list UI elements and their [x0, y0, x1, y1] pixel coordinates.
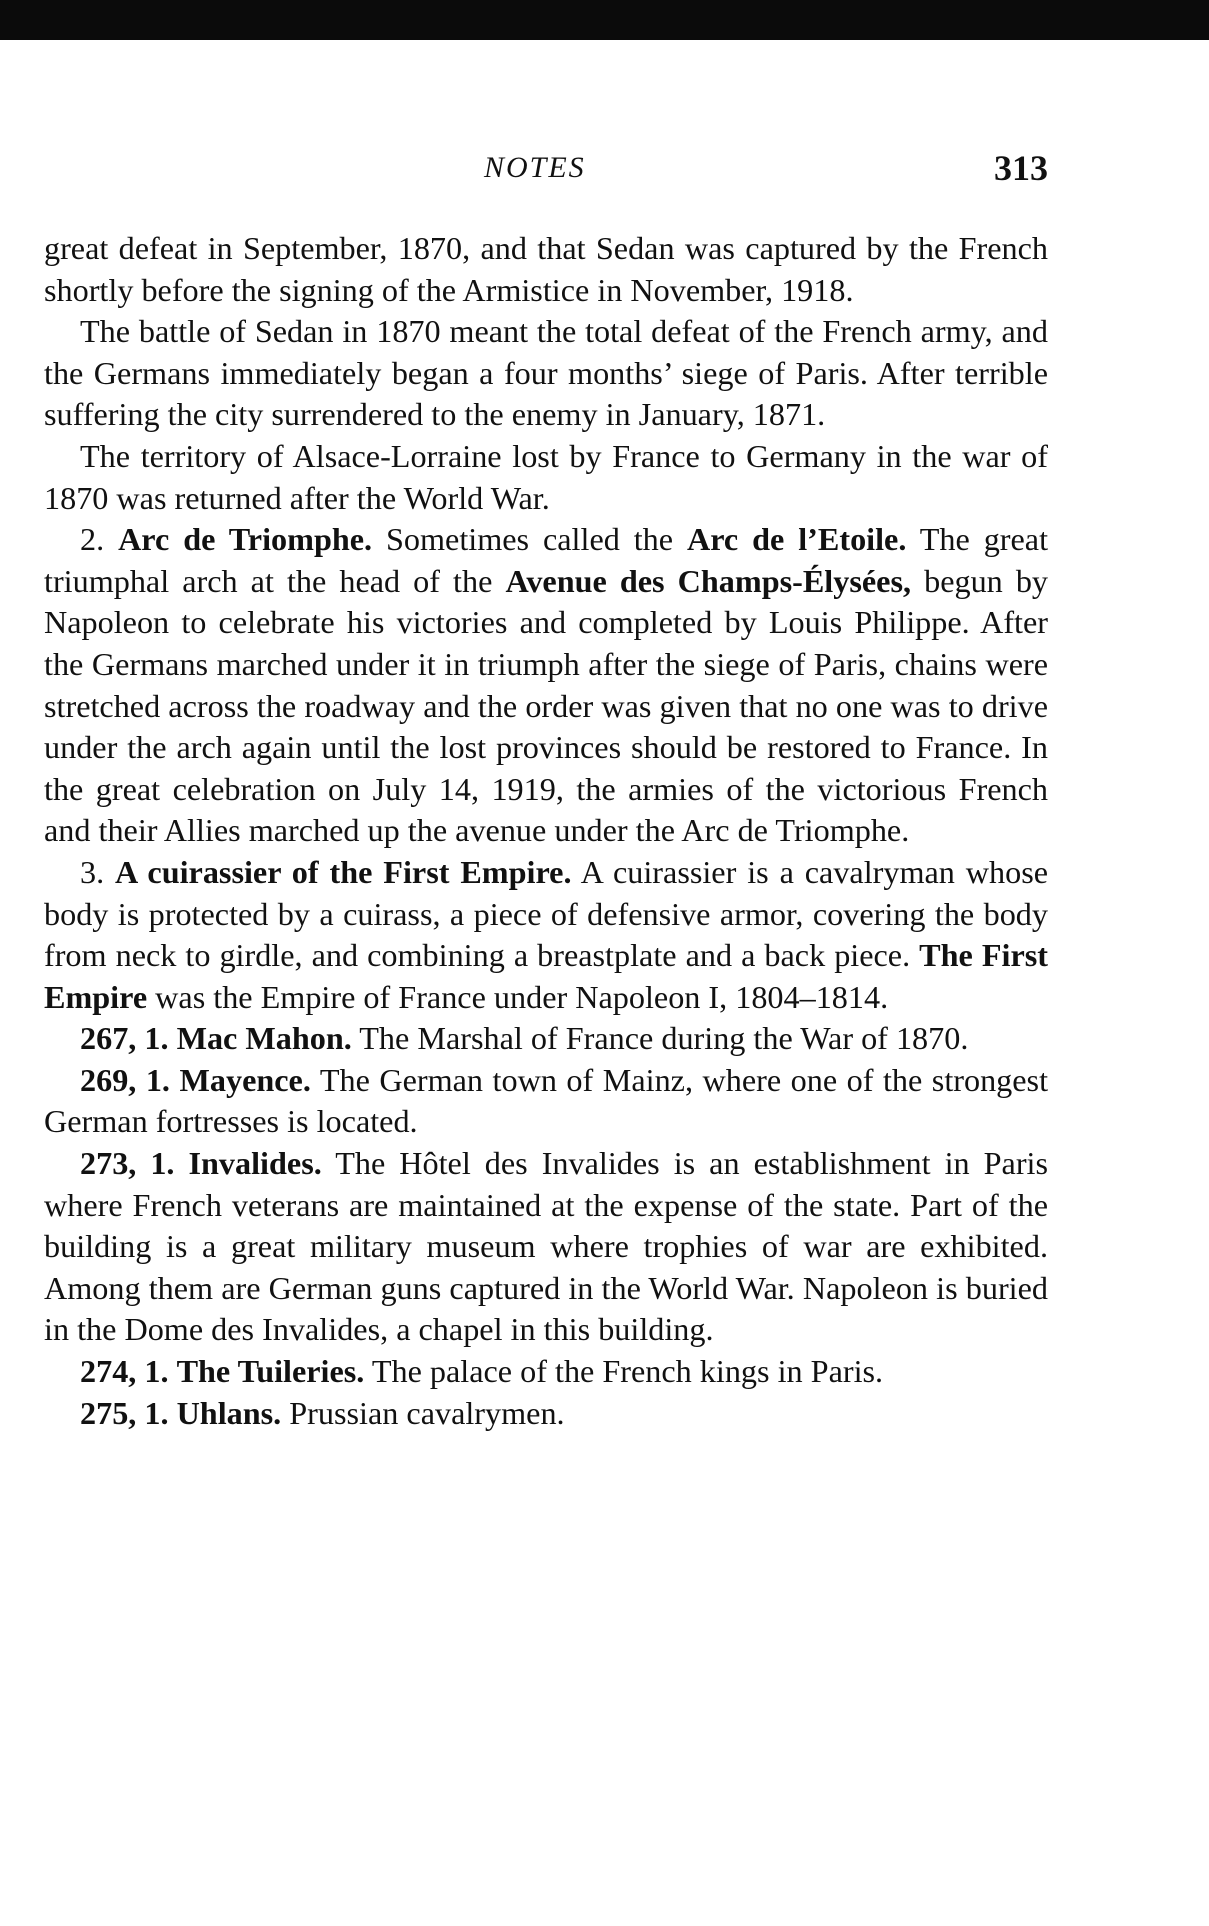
- paragraph-alsace-lorraine: [44, 436, 1048, 519]
- note-tuileries: [44, 1351, 1048, 1393]
- note-number: 2.: [80, 521, 105, 558]
- note-number: 267, 1.: [80, 1020, 169, 1057]
- note-number: 274, 1.: [80, 1353, 169, 1390]
- page-header: [44, 145, 1048, 191]
- note-text: begun by Napoleon to celebrate his victories and completed by Louis Philippe. After the Germans marched under it in triumph after the siege of Paris, chains were stretched across the roadway and the order was given that no one was to drive under the arch again until the lost provinces should be restored to France. In the great celebration on July 14, 1919, the armies of the victorious French and their Allies marched up the avenue under the Arc de Triomphe.: [44, 562, 1049, 849]
- note-term: A cuirassier of the First Empire.: [115, 853, 572, 890]
- note-text: The great triumphal arch at the head of the: [44, 521, 1049, 599]
- note-number: 275, 1.: [80, 1394, 169, 1431]
- note-term-secondary: Arc de l’Etoile.: [686, 521, 907, 558]
- note-term: Uhlans.: [176, 1394, 282, 1431]
- note-text: The Marshal of France during the War of 1870.: [359, 1020, 969, 1057]
- note-term: Mac Mahon.: [176, 1020, 352, 1057]
- note-number: 269, 1.: [80, 1061, 170, 1098]
- notes-body: [44, 228, 1048, 1434]
- note-text: Sometimes called the: [386, 521, 674, 558]
- note-text: A cuirassier is a cavalryman whose body is protected by a cuirass, a piece of defensive armor, covering the body from neck to girdle, and combining a breastplate and a back piece.: [44, 853, 1049, 974]
- paragraph-sedan-continued: [44, 228, 1048, 311]
- note-text: The palace of the French kings in Paris.: [371, 1353, 884, 1390]
- note-uhlans: [44, 1393, 1048, 1435]
- note-term: Mayence.: [179, 1061, 311, 1098]
- note-number: 3.: [80, 853, 105, 890]
- note-arc-de-triomphe: [44, 519, 1048, 852]
- note-mac-mahon: [44, 1018, 1048, 1060]
- page-number: 313: [994, 148, 1048, 188]
- note-cuirassier: [44, 852, 1048, 1018]
- note-text: was the Empire of France under Napoleon I, 1804–1814.: [155, 978, 889, 1015]
- note-term: Arc de Triomphe.: [118, 521, 373, 558]
- paragraph-text: great defeat in September, 1870, and that Sedan was captured by the French shortly before the signing of the Armistice in November, 1918.: [44, 230, 1048, 308]
- note-text: Prussian cavalrymen.: [289, 1394, 565, 1431]
- paragraph-text: The territory of Alsace-Lorraine lost by France to Germany in the war of 1870 was returned after the World War.: [44, 437, 1048, 516]
- note-mayence: [44, 1060, 1048, 1143]
- note-invalides: [44, 1143, 1048, 1351]
- top-rule: [0, 0, 1209, 40]
- note-term-tertiary: Avenue des Champs-Élysées,: [505, 562, 912, 599]
- note-number: 273, 1.: [80, 1145, 175, 1182]
- note-text: The German town of Mainz, where one of the strongest German fortresses is located.: [44, 1061, 1049, 1140]
- note-term: Invalides.: [188, 1145, 322, 1182]
- paragraph-text: The battle of Sedan in 1870 meant the total defeat of the French army, and the Germans immediately began a four months’ siege of Paris. After terrible suffering the city surrendered to the enemy in January, 1871.: [44, 313, 1048, 433]
- paragraph-battle-of-sedan: [44, 311, 1048, 436]
- running-head: NOTES: [484, 151, 586, 184]
- note-term: The Tuileries.: [176, 1353, 365, 1390]
- note-term-secondary: The First Empire: [44, 937, 1048, 1015]
- note-text: The Hôtel des Invalides is an establishment in Paris where French veterans are maintained at the expense of the state. Part of the building is a great military museum where trophies of war are exhibited. Among them are German guns captured in the World War. Napoleon is buried in the Dome des Invalides, a chapel in this building.: [44, 1145, 1049, 1348]
